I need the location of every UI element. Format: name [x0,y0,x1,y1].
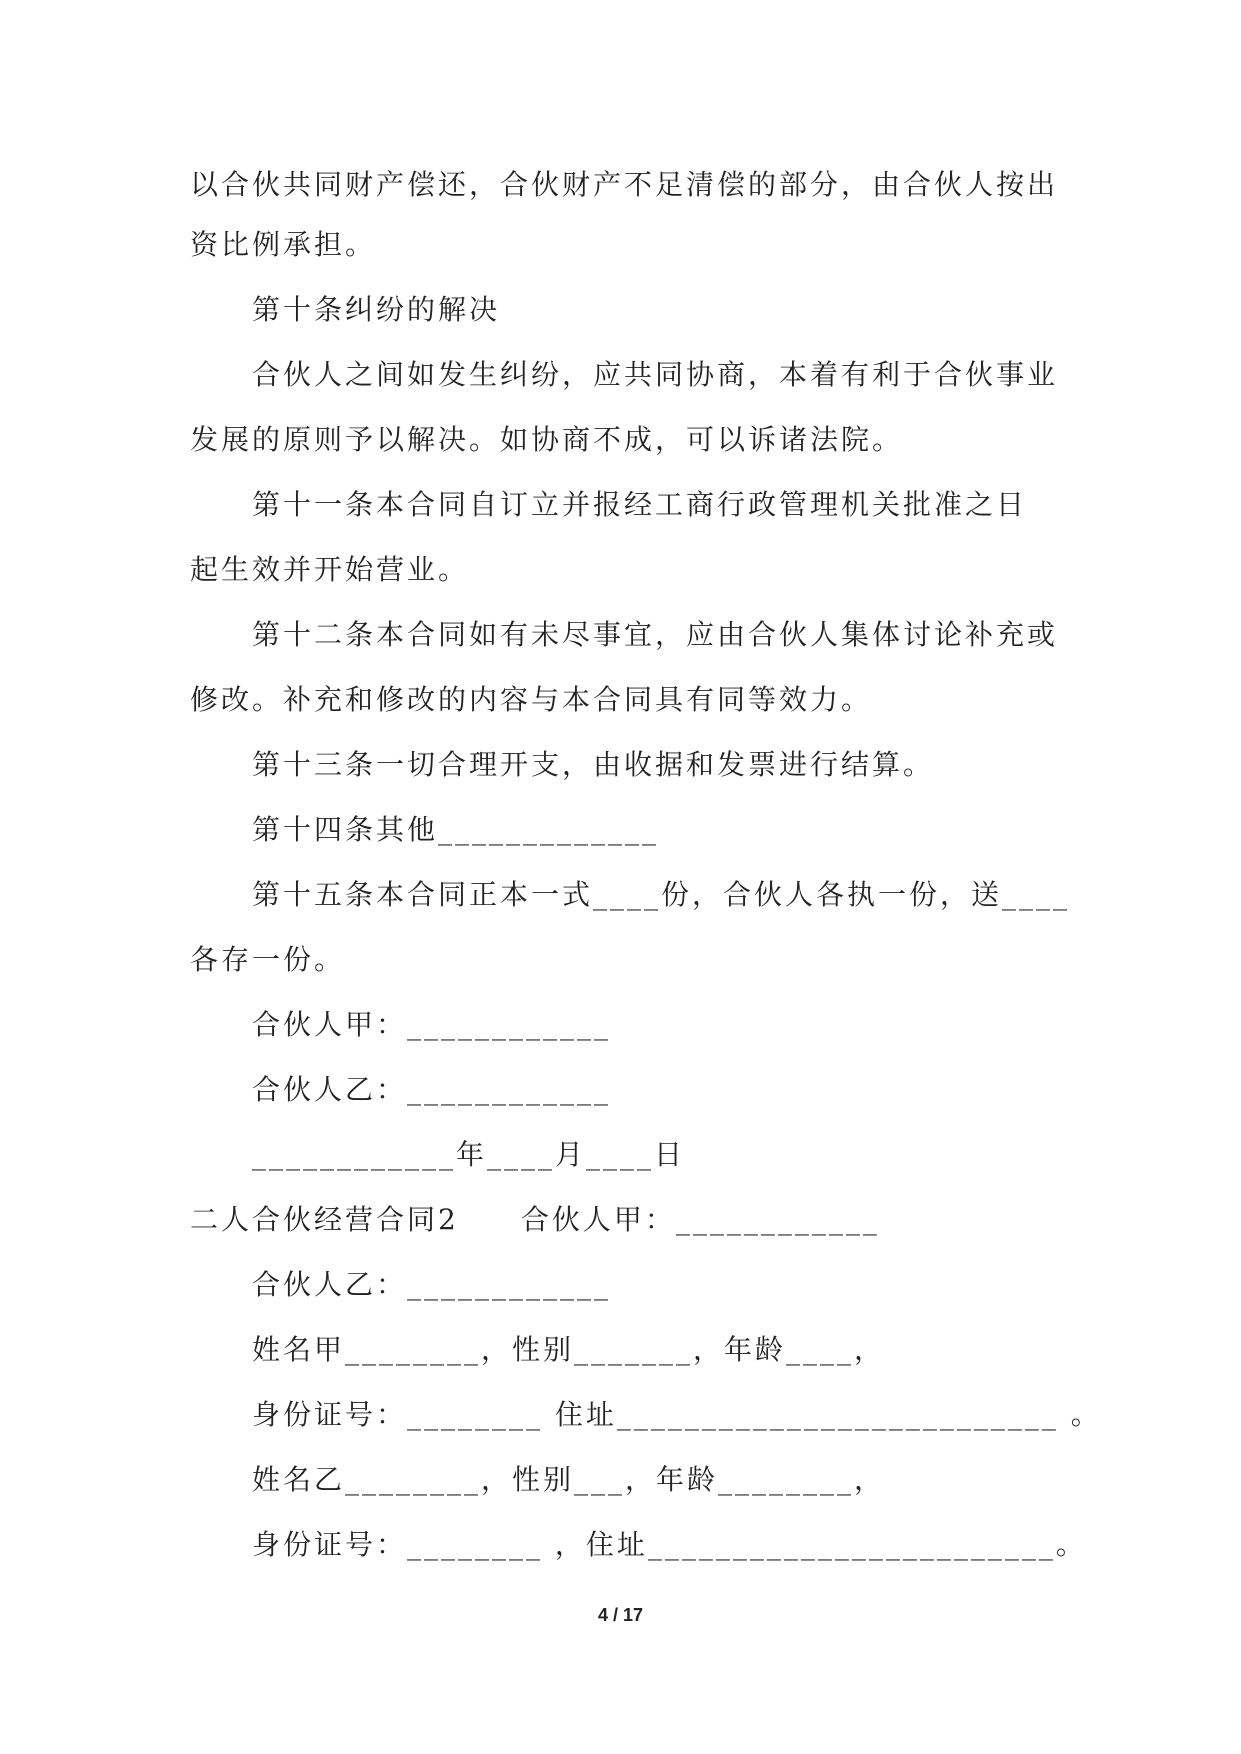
text-line: 以合伙共同财产偿还，合伙财产不足清偿的部分，由合伙人按出 [190,168,1059,201]
party-info-line: 身份证号：________ ，住址________________________。 [252,1528,1087,1561]
page-number: 4 / 17 [597,1605,644,1625]
text-line: 第十一条本合同自订立并报经工商行政管理机关批准之日 [252,488,1028,521]
text-line: 第十五条本合同正本一式____份，合伙人各执一份，送____ [252,878,1071,911]
party-info-line: 身份证号：________ 住址__________________________ 。 [252,1398,1102,1431]
text-line: 合伙人之间如发生纠纷，应共同协商，本着有利于合伙事业 [252,358,1059,391]
text-line: 修改。补充和修改的内容与本合同具有同等效力。 [190,683,873,716]
text-line: 起生效并开始营业。 [190,553,470,586]
text-line: 发展的原则予以解决。如协商不成，可以诉诸法院。 [190,423,904,456]
section-heading: 第十条纠纷的解决 [252,293,501,326]
date-line: ____________年____月____日 [252,1138,686,1171]
contract-title-line: 二人合伙经营合同2 合伙人甲：____________ [190,1203,880,1236]
signature-line: 合伙人乙：____________ [252,1268,612,1301]
signature-line: 合伙人甲：____________ [252,1008,612,1041]
text-line: 第十三条一切合理开支，由收据和发票进行结算。 [252,748,935,781]
text-line: 第十四条其他_____________ [252,813,660,846]
party-info-line: 姓名甲________，性别_______，年龄____， [252,1333,886,1366]
signature-line: 合伙人乙：____________ [252,1073,612,1106]
text-line: 各存一份。 [190,943,346,976]
party-info-line: 姓名乙________，性别___，年龄________， [252,1463,886,1496]
text-line: 第十二条本合同如有未尽事宜，应由合伙人集体讨论补充或 [252,618,1059,651]
text-line: 资比例承担。 [190,228,377,261]
